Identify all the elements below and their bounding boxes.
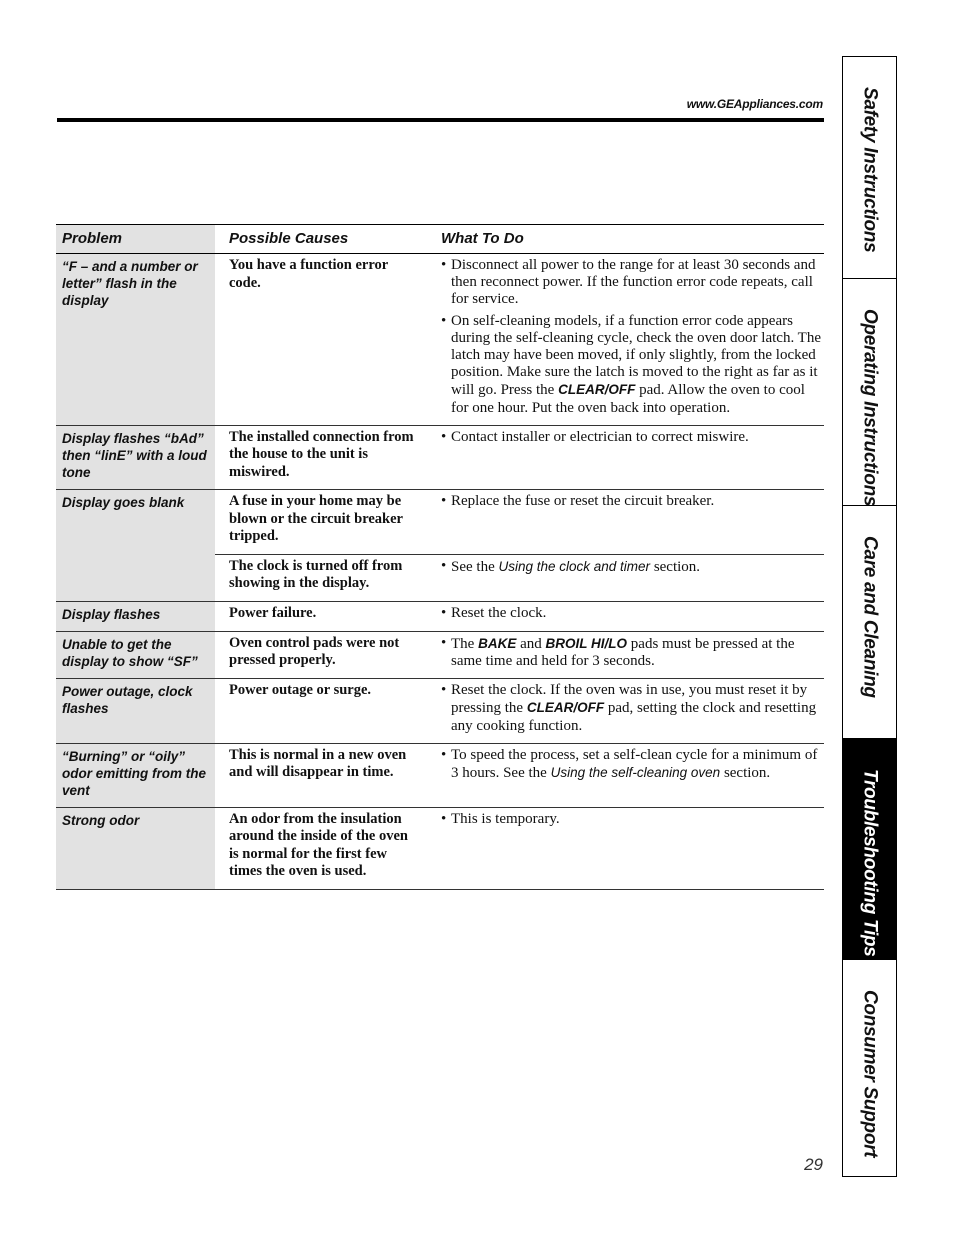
cause-solution-pair <box>215 744 824 790</box>
section-tabs <box>842 56 897 1177</box>
cause-solution-group <box>215 632 824 678</box>
table-row <box>56 602 824 632</box>
cause-solution-group <box>215 602 824 631</box>
what-to-do-cell <box>428 679 824 743</box>
table-row <box>56 254 824 426</box>
possible-cause-cell: You have a function error code. <box>229 257 388 291</box>
cause-solution-group <box>215 490 824 601</box>
text-segment: Reset the clock. <box>451 604 547 621</box>
tab-troubleshooting-tips[interactable] <box>843 738 896 960</box>
table-body <box>56 254 824 890</box>
problem-cell: Strong odor <box>56 808 215 889</box>
text-segment: Replace the fuse or reset the circuit breaker. <box>451 493 715 510</box>
tab-label: Operating Instructions <box>859 309 881 506</box>
control-pad-name: BROIL HI/LO <box>545 635 628 651</box>
tab-label: Troubleshooting Tips <box>859 769 881 957</box>
control-pad-name: BAKE <box>478 635 517 651</box>
problem-cell: Power outage, clock flashes <box>56 679 215 743</box>
text-segment: On self-cleaning models, if a function error code appears during the self-cleaning cycle, check the oven door latch. The latch may have been moved, if only slightly, from the locked position. Make sure the latch is moved to the right as far as it will go. Press the <box>451 312 821 399</box>
solution-bullet <box>441 493 824 510</box>
tab-label: Safety Instructions <box>859 87 881 253</box>
what-to-do-cell <box>428 602 824 631</box>
solution-bullet <box>441 257 824 309</box>
header-possible-causes: Possible Causes <box>229 230 349 247</box>
possible-cause-cell: A fuse in your home may be blown or the circuit breaker tripped. <box>229 493 403 545</box>
cause-solution-pair <box>215 490 824 554</box>
table-row <box>56 426 824 491</box>
solution-bullet <box>441 747 824 782</box>
what-to-do-cell <box>428 254 824 425</box>
problem-cell: Display goes blank <box>56 490 215 601</box>
what-to-do-cell <box>428 808 824 889</box>
tab-safety-instructions[interactable] <box>843 57 896 278</box>
cause-solution-group <box>215 808 824 889</box>
possible-cause-cell: An odor from the insulation around the inside of the oven is normal for the first few times the oven is used. <box>229 810 408 880</box>
cause-solution-group <box>215 679 824 743</box>
cause-solution-pair <box>215 632 824 678</box>
possible-cause-cell: This is normal in a new oven and will disappear in time. <box>229 746 407 781</box>
header-problem: Problem <box>56 225 215 253</box>
text-segment: To speed the process, set a self-clean cycle for a minimum of 3 hours. See the <box>451 746 818 782</box>
header-rule <box>57 118 824 122</box>
control-pad-name: CLEAR/OFF <box>558 382 636 398</box>
control-pad-name: CLEAR/OFF <box>526 700 605 716</box>
problem-cell: Display flashes “bAd” then “linE” with a loud tone <box>56 426 215 490</box>
text-segment: pad, setting the clock and resetting any cooking function. <box>451 700 817 734</box>
possible-cause-cell: Oven control pads were not pressed properly. <box>229 634 400 669</box>
solution-bullet <box>441 558 824 576</box>
page-number: 29 <box>804 1155 823 1174</box>
text-segment: section. <box>650 558 701 575</box>
text-segment: Contact installer or electrician to correct miswire. <box>451 428 749 445</box>
header-what-to-do: What To Do <box>441 230 524 247</box>
text-segment: Reset the clock. If the oven was in use, you must reset it by pressing the <box>451 682 808 717</box>
text-segment: and <box>516 635 546 652</box>
problem-cell: “F – and a number or letter” flash in the display <box>56 254 215 425</box>
table-row <box>56 679 824 744</box>
section-reference: Using the clock and timer <box>498 558 651 574</box>
table-row <box>56 490 824 602</box>
cause-solution-pair <box>215 426 824 490</box>
solution-bullet <box>441 682 824 735</box>
cause-solution-pair <box>215 808 824 889</box>
what-to-do-cell <box>428 426 824 490</box>
text-segment: pads must be pressed at the same time and held for 3 seconds. <box>451 635 795 670</box>
what-to-do-cell <box>428 744 824 790</box>
table-row <box>56 632 824 679</box>
cause-solution-group <box>215 744 824 807</box>
cause-solution-pair <box>215 679 824 743</box>
text-segment: section. <box>720 765 771 782</box>
table-header <box>56 224 824 254</box>
problem-cell: Display flashes <box>56 602 215 631</box>
text-segment: The <box>451 635 479 652</box>
solution-bullet <box>441 313 824 417</box>
possible-cause-cell: The installed connection from the house to the unit is miswired. <box>229 428 414 480</box>
solution-bullet <box>441 811 824 828</box>
possible-cause-cell: The clock is turned off from showing in the display. <box>229 557 403 592</box>
text-segment: Disconnect all power to the range for at least 30 seconds and then reconnect power. If the function error code repeats, call for service. <box>451 257 816 308</box>
possible-cause-cell: Power failure. <box>229 604 317 621</box>
troubleshooting-table <box>56 224 824 890</box>
table-row <box>56 808 824 890</box>
site-url: www.GEAppliances.com <box>686 97 823 111</box>
table-row <box>56 744 824 808</box>
text-segment: pad. Allow the oven to cool for one hour. Put the oven back into operation. <box>451 382 805 416</box>
tab-consumer-support[interactable] <box>843 959 896 1177</box>
solution-bullet <box>441 429 824 446</box>
text-segment: This is temporary. <box>451 810 560 827</box>
tab-label: Care and Cleaning <box>859 536 881 698</box>
problem-cell: “Burning” or “oily” odor emitting from the vent <box>56 744 215 807</box>
tab-label: Consumer Support <box>859 990 881 1158</box>
cause-solution-group <box>215 254 824 425</box>
cause-solution-pair <box>215 554 824 601</box>
text-segment: See the <box>451 558 499 575</box>
problem-cell: Unable to get the display to show “SF” <box>56 632 215 678</box>
cause-solution-pair <box>215 254 824 425</box>
solution-bullet <box>441 635 824 670</box>
what-to-do-cell <box>428 555 824 601</box>
tab-care-and-cleaning[interactable] <box>843 505 896 739</box>
what-to-do-cell <box>428 632 824 678</box>
tab-operating-instructions[interactable] <box>843 278 896 506</box>
solution-bullet <box>441 605 824 622</box>
what-to-do-cell <box>428 490 824 554</box>
possible-cause-cell: Power outage or surge. <box>229 682 372 699</box>
section-reference: Using the self-cleaning oven <box>550 765 721 781</box>
cause-solution-pair <box>215 602 824 631</box>
cause-solution-group <box>215 426 824 490</box>
